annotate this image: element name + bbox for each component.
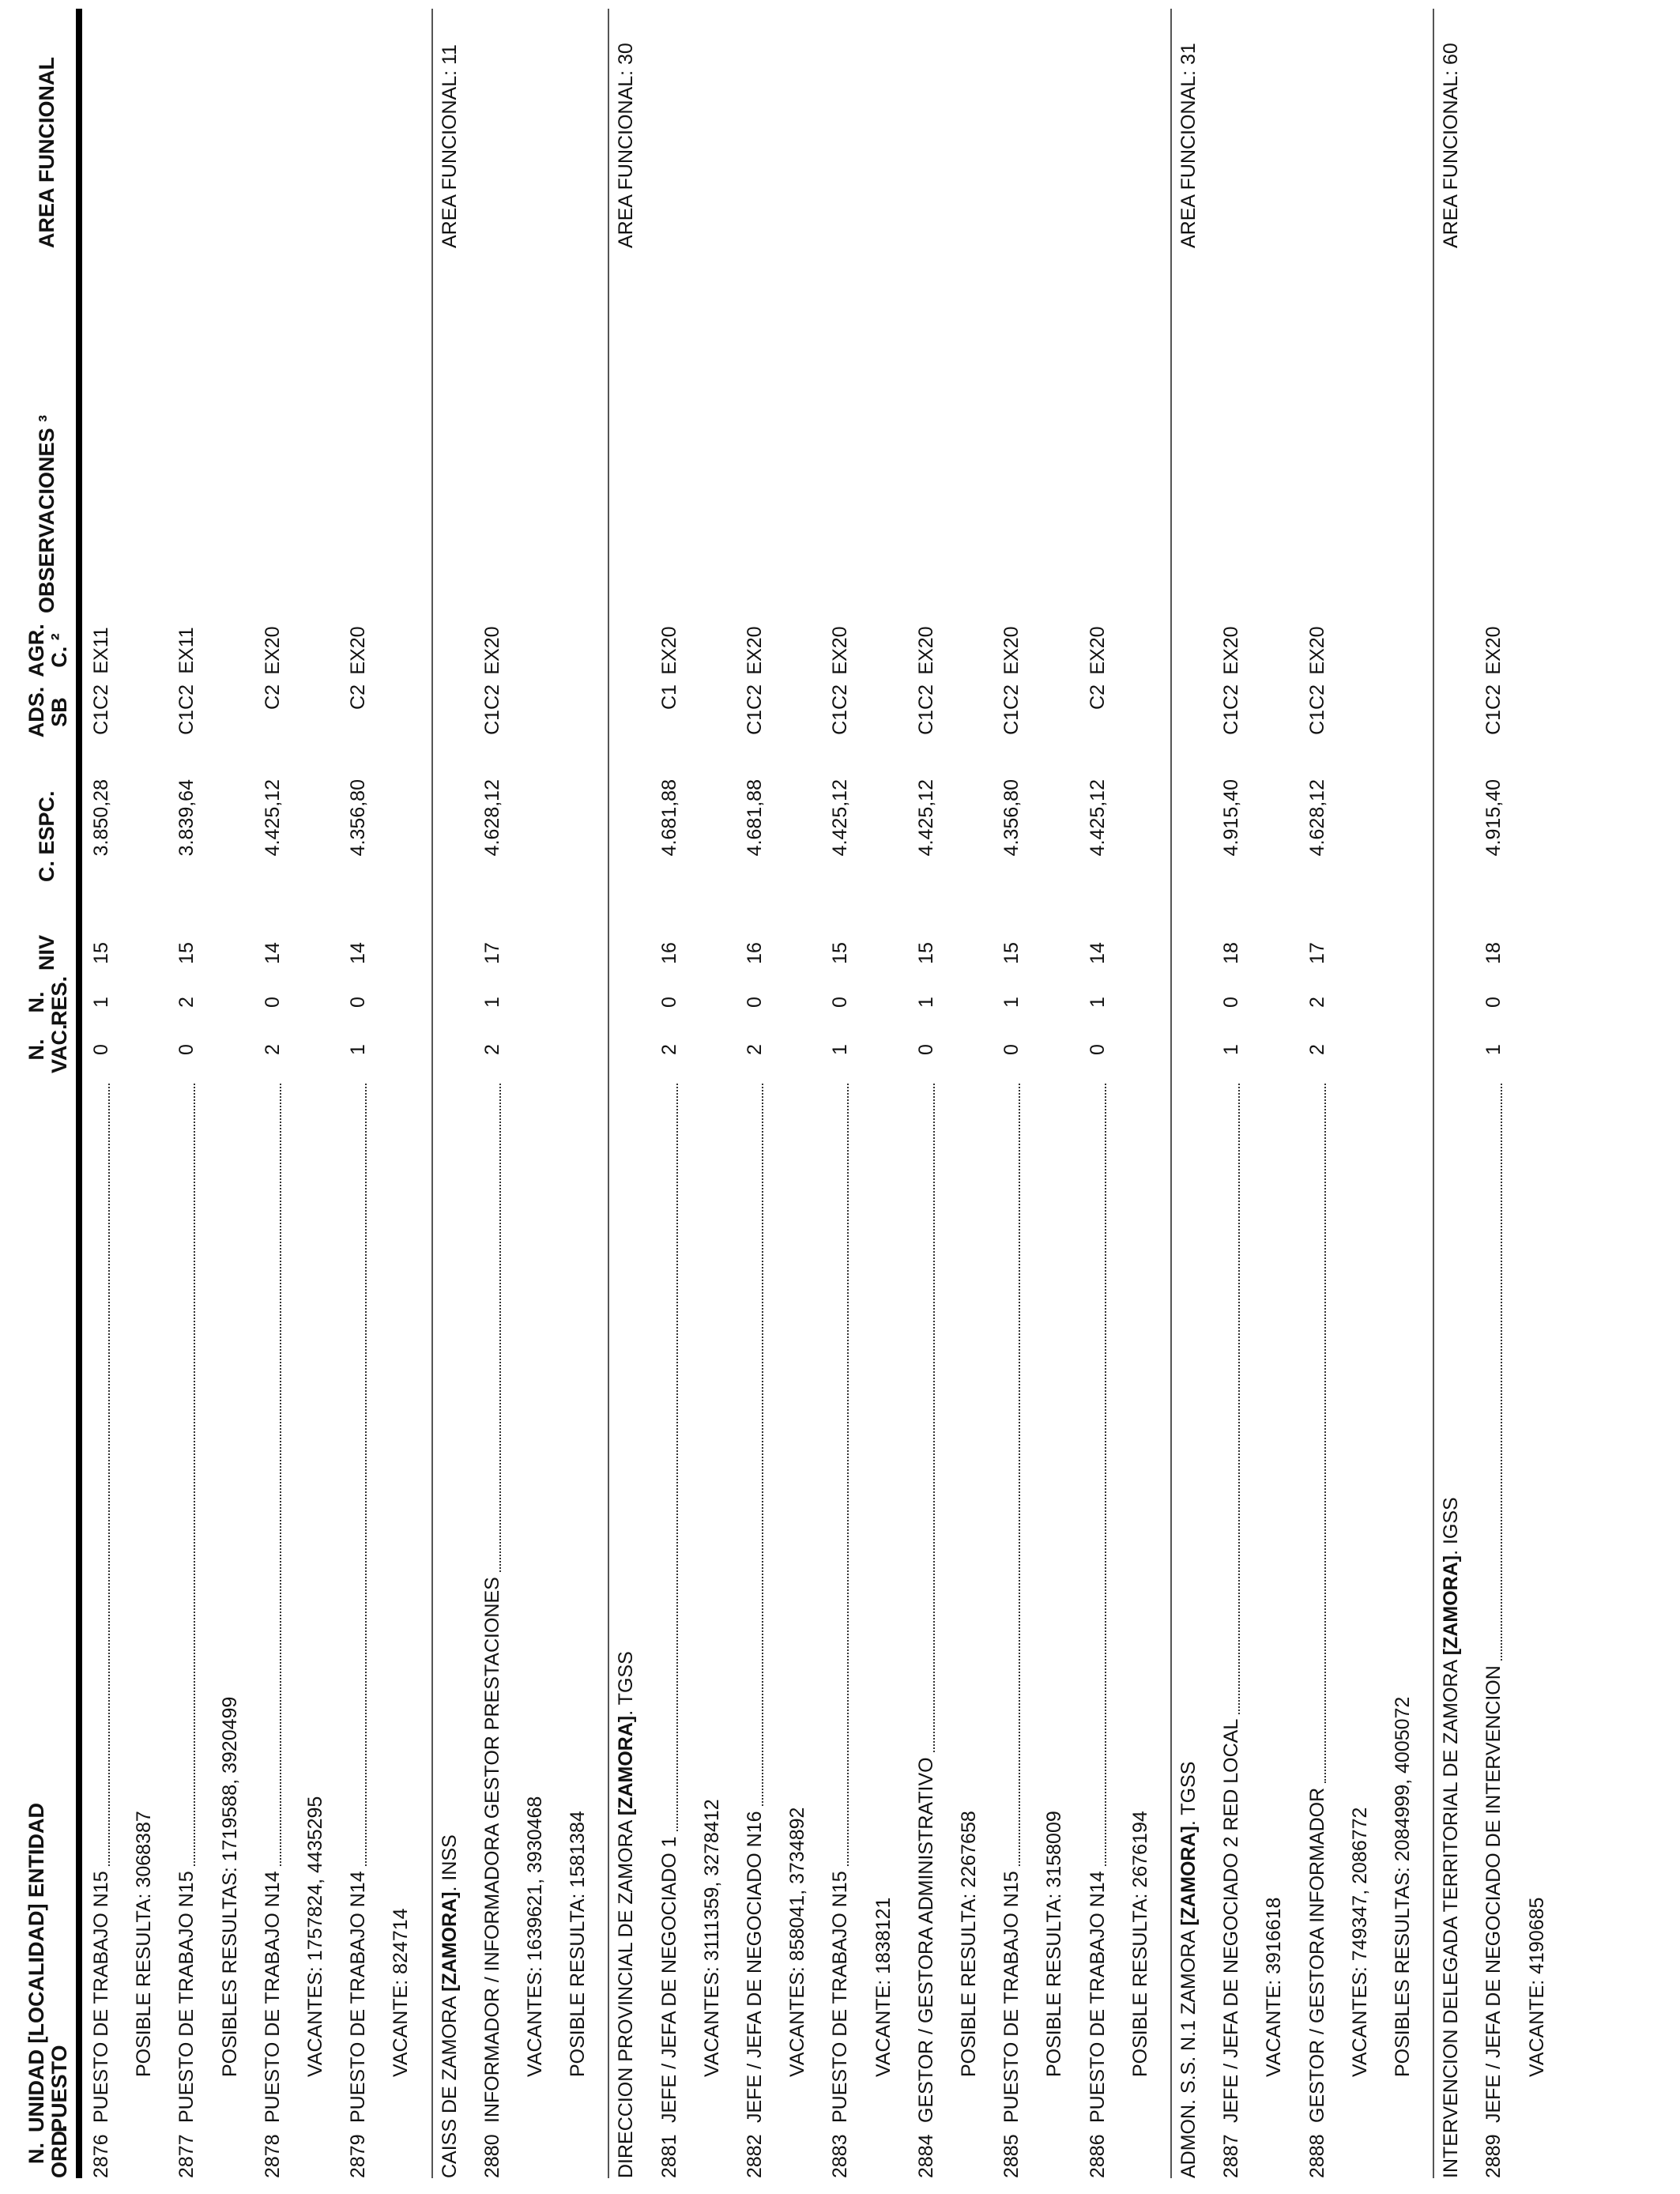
- puesto-name: JEFE / JEFA DE NEGOCIADO N16: [744, 1811, 766, 2123]
- niv-value: 18: [1482, 942, 1505, 964]
- ads-sb-value: C2: [347, 684, 370, 710]
- dot-leader: [847, 1084, 849, 1866]
- unit-heading: [1439, 1497, 1463, 2178]
- dot-leader: [1324, 1084, 1326, 1783]
- n-res-value: 1: [914, 997, 937, 1008]
- niv-value: 17: [1305, 942, 1328, 964]
- unit-area-funcional: AREA FUNCIONAL: 11: [438, 44, 461, 248]
- unit-locality: [ZAMORA]: [438, 1891, 461, 1992]
- c-espc-value: 4.681,88: [744, 779, 766, 857]
- ads-sb-value: C1C2: [175, 684, 198, 735]
- unit-area-funcional: AREA FUNCIONAL: 60: [1440, 43, 1463, 248]
- puesto-name: PUESTO DE TRABAJO N15: [829, 1871, 852, 2123]
- list-item-detail: VACANTES: 858041, 3734892: [786, 1807, 809, 2077]
- header-c-espc: [36, 790, 58, 882]
- header-n-vac-line2: VAC.: [47, 1023, 71, 1073]
- niv-value: 15: [1000, 942, 1023, 964]
- section-divider: [431, 9, 433, 2178]
- ads-sb-value: C1C2: [1482, 684, 1505, 735]
- dot-leader: [108, 1084, 110, 1866]
- ads-sb-value: C1C2: [744, 684, 766, 735]
- ads-sb-value: C2: [261, 684, 284, 710]
- header-n-vac: [24, 1023, 71, 1073]
- niv-value: 15: [175, 942, 198, 964]
- ads-sb-value: C1C2: [1000, 684, 1023, 735]
- section-divider: [1170, 9, 1172, 2178]
- ads-sb-value: C1C2: [1220, 684, 1243, 735]
- dot-leader: [365, 1084, 367, 1866]
- c-espc-value: 4.425,12: [261, 779, 284, 857]
- puesto-name: PUESTO DE TRABAJO N15: [1000, 1871, 1023, 2123]
- n-vac-value: 2: [480, 1044, 503, 1055]
- list-item-detail: POSIBLES RESULTAS: 2084999, 4005072: [1392, 1696, 1414, 2077]
- dot-leader: [1105, 1084, 1106, 1866]
- puesto-name: PUESTO DE TRABAJO N14: [347, 1871, 370, 2123]
- agr-c-value: EX20: [914, 626, 937, 675]
- ord-number: 2876: [90, 2134, 112, 2178]
- list-item-detail: POSIBLES RESULTAS: 1719588, 3920499: [218, 1696, 241, 2077]
- unit-heading: [1177, 1762, 1200, 2178]
- n-res-value: 0: [744, 997, 766, 1008]
- puesto-name: PUESTO DE TRABAJO N15: [175, 1871, 198, 2123]
- header-area-funcional-label: AREA FUNCIONAL: [35, 57, 58, 248]
- n-res-value: 1: [90, 997, 112, 1008]
- c-espc-value: 4.628,12: [480, 779, 503, 857]
- ads-sb-value: C2: [1086, 684, 1109, 710]
- list-item-detail: POSIBLE RESULTA: 1581384: [567, 1811, 590, 2077]
- unit-heading: [614, 1651, 638, 2178]
- puesto-name: JEFE / JEFA DE NEGOCIADO DE INTERVENCION: [1482, 1665, 1505, 2123]
- list-item-detail: VACANTE: 3916618: [1263, 1897, 1286, 2077]
- c-espc-value: 4.425,12: [829, 779, 852, 857]
- header-c-espc-label: C. ESPC.: [35, 790, 58, 882]
- niv-value: 16: [744, 942, 766, 964]
- dot-leader: [676, 1084, 678, 1831]
- ord-number: 2880: [480, 2134, 503, 2178]
- n-res-value: 0: [347, 997, 370, 1008]
- agr-c-value: EX20: [1305, 626, 1328, 675]
- ads-sb-value: C1C2: [829, 684, 852, 735]
- header-n-ord: [25, 2125, 71, 2179]
- unit-name: CAISS DE ZAMORA: [438, 1991, 461, 2178]
- header-n-res-line2: RES.: [47, 975, 71, 1026]
- c-espc-value: 4.628,12: [1305, 779, 1328, 857]
- agr-c-value: EX20: [1086, 626, 1109, 675]
- ord-number: 2881: [657, 2134, 680, 2178]
- c-espc-value: 4.356,80: [347, 779, 370, 857]
- puesto-name: JEFE / JEFA DE NEGOCIADO 1: [657, 1836, 680, 2123]
- ord-number: 2887: [1220, 2134, 1243, 2178]
- header-n-ord-line1: N.: [24, 2143, 48, 2164]
- puesto-name: PUESTO DE TRABAJO N14: [1086, 1871, 1109, 2123]
- list-item-detail: POSIBLE RESULTA: 2267658: [958, 1811, 980, 2077]
- niv-value: 14: [347, 942, 370, 964]
- agr-c-value: EX20: [480, 626, 503, 675]
- ads-sb-value: C1C2: [1305, 684, 1328, 735]
- unit-locality: [ZAMORA]: [1440, 1555, 1463, 1656]
- niv-value: 18: [1220, 942, 1243, 964]
- unit-area-funcional: AREA FUNCIONAL: 30: [615, 43, 638, 248]
- header-agr-c-line1: AGR.: [24, 624, 48, 677]
- unit-area-funcional: AREA FUNCIONAL: 31: [1177, 43, 1200, 248]
- unit-name: INTERVENCION DELEGADA TERRITORIAL DE ZAMORA: [1440, 1655, 1463, 2178]
- niv-value: 15: [90, 942, 112, 964]
- c-espc-value: 4.915,40: [1220, 779, 1243, 857]
- agr-c-value: EX20: [1220, 626, 1243, 675]
- ord-number: 2877: [175, 2134, 198, 2178]
- unit-name: DIRECCION PROVINCIAL DE ZAMORA: [615, 1815, 638, 2178]
- n-vac-value: 2: [657, 1044, 680, 1055]
- list-item-detail: VACANTE: 4190685: [1525, 1897, 1548, 2077]
- ads-sb-value: C1: [657, 684, 680, 710]
- n-vac-value: 2: [744, 1044, 766, 1055]
- ord-number: 2889: [1482, 2134, 1505, 2178]
- n-vac-value: 1: [1220, 1044, 1243, 1055]
- dot-leader: [499, 1084, 501, 1572]
- ord-number: 2885: [1000, 2134, 1023, 2178]
- n-res-value: 1: [1000, 997, 1023, 1008]
- n-vac-value: 2: [1305, 1044, 1328, 1055]
- puesto-name: JEFE / JEFA DE NEGOCIADO 2 RED LOCAL: [1220, 1718, 1243, 2123]
- niv-value: 16: [657, 942, 680, 964]
- unit-entity: . TGSS: [1177, 1761, 1200, 1826]
- header-ads-sb-line2: SB: [47, 697, 71, 727]
- header-rule: [76, 9, 82, 2178]
- list-item-detail: VACANTE: 824714: [390, 1908, 412, 2077]
- dot-leader: [1238, 1084, 1240, 1714]
- section-divider: [1433, 9, 1434, 2178]
- niv-value: 15: [914, 942, 937, 964]
- dot-leader: [194, 1084, 195, 1866]
- n-res-value: 2: [175, 997, 198, 1008]
- agr-c-value: EX20: [657, 626, 680, 675]
- c-espc-value: 3.839,64: [175, 779, 198, 857]
- n-res-value: 0: [829, 997, 852, 1008]
- agr-c-value: EX20: [1000, 626, 1023, 675]
- list-item-detail: POSIBLE RESULTA: 3158009: [1043, 1811, 1066, 2077]
- list-item-detail: VACANTES: 3111359, 3278412: [700, 1799, 723, 2077]
- unit-locality: [ZAMORA]: [615, 1715, 638, 1816]
- ord-number: 2878: [261, 2134, 284, 2178]
- n-vac-value: 1: [1482, 1044, 1505, 1055]
- unit-entity: . INSS: [438, 1834, 461, 1892]
- agr-c-value: EX20: [347, 626, 370, 675]
- list-item-detail: POSIBLE RESULTA: 2676194: [1128, 1811, 1151, 2077]
- puesto-name: PUESTO DE TRABAJO N15: [90, 1871, 112, 2123]
- c-espc-value: 4.915,40: [1482, 779, 1505, 857]
- ads-sb-value: C1C2: [914, 684, 937, 735]
- dot-leader: [280, 1084, 281, 1866]
- puesto-name: INFORMADOR / INFORMADORA GESTOR PRESTACIONES: [480, 1577, 503, 2123]
- c-espc-value: 4.681,88: [657, 779, 680, 857]
- ord-number: 2888: [1305, 2134, 1328, 2178]
- dot-leader: [1501, 1084, 1502, 1661]
- ads-sb-value: C1C2: [90, 684, 112, 735]
- header-n-res-line1: N.: [24, 991, 48, 1013]
- header-agr-c: [25, 623, 71, 678]
- header-n-ord-line2: ORD.: [47, 2124, 71, 2178]
- niv-value: 14: [1086, 942, 1109, 964]
- n-vac-value: 0: [1086, 1044, 1109, 1055]
- header-ads-sb-line1: ADS.: [24, 686, 48, 738]
- list-item-detail: VACANTES: 1757824, 4435295: [304, 1796, 326, 2077]
- section-divider: [608, 9, 609, 2178]
- dot-leader: [1019, 1084, 1020, 1866]
- n-vac-value: 0: [90, 1044, 112, 1055]
- agr-c-value: EX11: [175, 627, 198, 674]
- list-item-detail: VACANTES: 749347, 2086772: [1348, 1807, 1371, 2077]
- niv-value: 17: [480, 942, 503, 964]
- ord-number: 2883: [829, 2134, 852, 2178]
- c-espc-value: 4.356,80: [1000, 779, 1023, 857]
- agr-c-value: EX20: [744, 626, 766, 675]
- header-area-funcional: [36, 57, 58, 248]
- ord-number: 2884: [914, 2134, 937, 2178]
- puesto-name: GESTOR / GESTORA ADMINISTRATIVO: [914, 1757, 937, 2123]
- n-vac-value: 1: [347, 1044, 370, 1055]
- c-espc-value: 3.850,28: [90, 779, 112, 857]
- list-item-detail: VACANTES: 1639621, 3930468: [524, 1796, 546, 2077]
- c-espc-value: 4.425,12: [1086, 779, 1109, 857]
- niv-value: 14: [261, 942, 284, 964]
- unit-entity: . TGSS: [615, 1651, 638, 1716]
- ads-sb-value: C1C2: [480, 684, 503, 735]
- header-unidad-line2: PUESTO: [47, 2045, 71, 2132]
- unit-name: ADMON. S.S. N.1 ZAMORA: [1177, 1925, 1200, 2178]
- n-res-value: 1: [1086, 997, 1109, 1008]
- n-res-value: 0: [1220, 997, 1243, 1008]
- header-unidad: [25, 1803, 71, 2132]
- header-ads-sb: [25, 684, 71, 740]
- n-vac-value: 1: [829, 1044, 852, 1055]
- n-vac-value: 2: [261, 1044, 284, 1055]
- list-item-detail: VACANTE: 1838121: [872, 1897, 895, 2077]
- n-res-value: 0: [261, 997, 284, 1008]
- header-niv: [36, 935, 58, 971]
- agr-c-value: EX20: [829, 626, 852, 675]
- n-vac-value: 0: [1000, 1044, 1023, 1055]
- ord-number: 2882: [744, 2134, 766, 2178]
- list-item-detail: POSIBLE RESULTA: 3068387: [133, 1811, 156, 2077]
- header-unidad-line1: UNIDAD [LOCALIDAD] ENTIDAD: [24, 1803, 48, 2132]
- c-espc-value: 4.425,12: [914, 779, 937, 857]
- n-res-value: 2: [1305, 997, 1328, 1008]
- unit-entity: . IGSS: [1440, 1497, 1463, 1555]
- n-res-value: 1: [480, 997, 503, 1008]
- header-observaciones-label: OBSERVACIONES ³: [35, 414, 58, 613]
- ord-number: 2879: [347, 2134, 370, 2178]
- unit-heading: [438, 1834, 461, 2178]
- puesto-name: PUESTO DE TRABAJO N14: [261, 1871, 284, 2123]
- ord-number: 2886: [1086, 2134, 1109, 2178]
- niv-value: 15: [829, 942, 852, 964]
- n-res-value: 0: [1482, 997, 1505, 1008]
- dot-leader: [933, 1084, 935, 1752]
- agr-c-value: EX11: [90, 627, 112, 674]
- agr-c-value: EX20: [261, 626, 284, 675]
- header-n-vac-line1: N.: [24, 1039, 48, 1061]
- puesto-name: GESTOR / GESTORA INFORMADOR: [1305, 1787, 1328, 2123]
- n-res-value: 0: [657, 997, 680, 1008]
- header-n-res: [24, 975, 71, 1026]
- agr-c-value: EX20: [1482, 626, 1505, 675]
- unit-locality: [ZAMORA]: [1177, 1826, 1200, 1926]
- header-niv-label: NIV: [35, 934, 58, 971]
- dot-leader: [762, 1084, 763, 1806]
- header-observaciones: [36, 415, 58, 613]
- header-agr-c-line2: C. ²: [47, 633, 71, 668]
- n-vac-value: 0: [175, 1044, 198, 1055]
- n-vac-value: 0: [914, 1044, 937, 1055]
